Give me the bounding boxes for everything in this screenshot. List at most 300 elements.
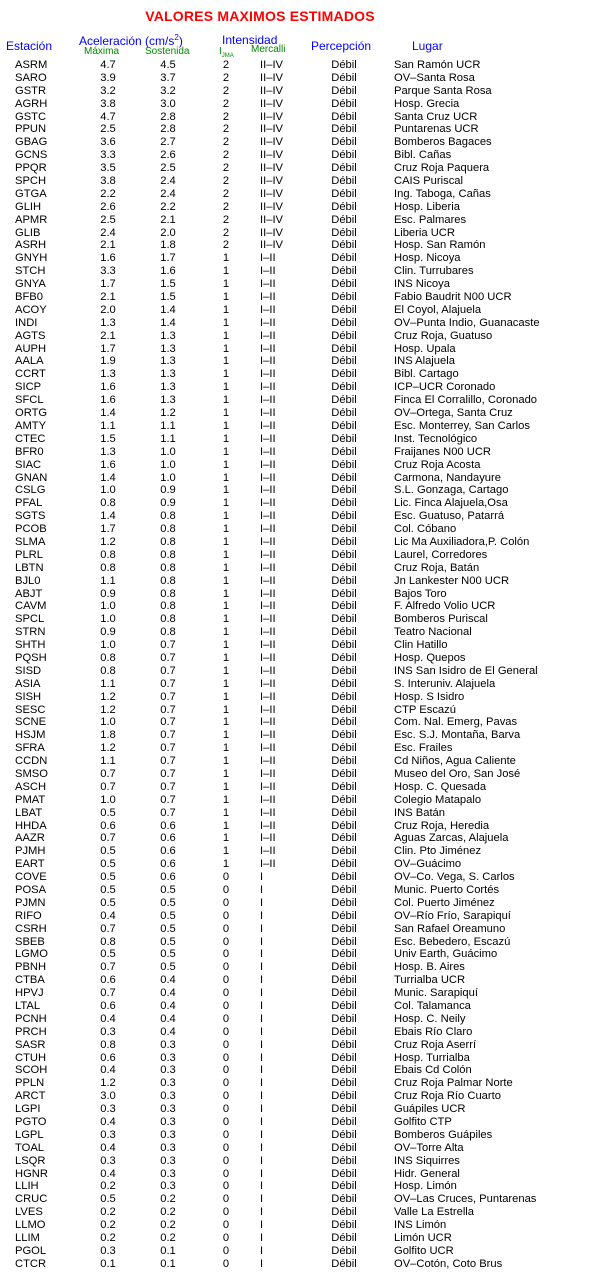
perception-cell: Débil xyxy=(331,471,357,484)
place-cell: Lic. Finca Alajuela,Osa xyxy=(394,497,508,510)
mercalli-cell: I–II xyxy=(260,690,276,703)
table-row xyxy=(0,936,590,949)
table-row xyxy=(0,214,590,227)
mercalli-cell: I–II xyxy=(260,793,276,806)
sustained-accel-cell: 1.2 xyxy=(160,407,176,420)
table-row xyxy=(0,691,590,704)
perception-cell: Débil xyxy=(331,136,357,149)
max-accel-cell: 1.2 xyxy=(100,690,116,703)
table-row xyxy=(0,1064,590,1077)
max-accel-cell: 1.6 xyxy=(100,458,116,471)
perception-cell: Débil xyxy=(331,97,357,110)
ijma-cell: 1 xyxy=(222,471,230,484)
mercalli-cell: I xyxy=(260,987,264,1000)
mercalli-cell: I–II xyxy=(260,445,276,458)
perception-cell: Débil xyxy=(331,329,357,342)
table-row xyxy=(0,807,590,820)
perception-cell: Débil xyxy=(331,381,357,394)
table-row xyxy=(0,1193,590,1206)
ijma-cell: 1 xyxy=(222,523,230,536)
table-row xyxy=(0,575,590,588)
perception-cell: Débil xyxy=(331,458,357,471)
perception-cell: Débil xyxy=(331,149,357,162)
mercalli-cell: II–IV xyxy=(260,213,284,226)
mercalli-cell: I–II xyxy=(260,432,276,445)
perception-cell: Débil xyxy=(331,226,357,239)
mercalli-cell: I xyxy=(260,896,264,909)
perception-cell: Débil xyxy=(331,200,357,213)
perception-cell: Débil xyxy=(331,71,357,84)
sustained-accel-cell: 0.7 xyxy=(160,716,176,729)
mercalli-cell: II–IV xyxy=(260,149,284,162)
sustained-accel-cell: 1.0 xyxy=(160,471,176,484)
subheader-maxima: Máxima xyxy=(84,46,120,57)
ijma-cell: 0 xyxy=(222,948,230,961)
max-accel-cell: 0.6 xyxy=(100,819,116,832)
sustained-accel-cell: 0.7 xyxy=(160,703,176,716)
max-accel-cell: 0.8 xyxy=(100,497,116,510)
max-accel-cell: 0.3 xyxy=(100,1025,116,1038)
table-row xyxy=(0,1026,590,1039)
ijma-cell: 1 xyxy=(222,767,230,780)
perception-cell: Débil xyxy=(331,1128,357,1141)
mercalli-cell: I–II xyxy=(260,651,276,664)
perception-cell: Débil xyxy=(331,1038,357,1051)
place-cell: INS San Isidro de El General xyxy=(394,664,538,677)
station-cell: LBTN xyxy=(15,561,44,574)
mercalli-cell: I–II xyxy=(260,639,276,652)
subheader-ijma-i: I xyxy=(219,46,222,57)
table-row xyxy=(0,794,590,807)
max-accel-cell: 0.5 xyxy=(100,948,116,961)
place-cell: F. Alfredo Volio UCR xyxy=(394,600,496,613)
max-accel-cell: 0.4 xyxy=(100,1064,116,1077)
place-cell: Teatro Nacional xyxy=(394,626,472,639)
station-cell: AAZR xyxy=(15,832,45,845)
place-cell: Col. Talamanca xyxy=(394,1000,471,1013)
max-accel-cell: 0.5 xyxy=(100,884,116,896)
table-row xyxy=(0,1052,590,1065)
station-cell: GLIB xyxy=(15,226,41,239)
sustained-accel-cell: 1.3 xyxy=(160,368,176,381)
ijma-cell: 1 xyxy=(222,729,230,742)
mercalli-cell: I xyxy=(260,974,264,987)
perception-cell: Débil xyxy=(331,1206,357,1219)
max-accel-cell: 1.7 xyxy=(100,523,116,536)
sustained-accel-cell: 0.4 xyxy=(160,1000,176,1013)
max-accel-cell: 3.0 xyxy=(100,1090,116,1103)
station-cell: GNYA xyxy=(15,278,46,291)
sustained-accel-cell: 0.5 xyxy=(160,909,176,922)
ijma-cell: 2 xyxy=(222,136,230,149)
mercalli-cell: I–II xyxy=(260,510,276,523)
station-cell: HGNR xyxy=(15,1167,48,1180)
mercalli-cell: I–II xyxy=(260,484,276,497)
ijma-cell: 1 xyxy=(222,252,230,265)
place-cell: El Coyol, Alajuela xyxy=(394,303,482,316)
perception-cell: Débil xyxy=(331,896,357,909)
max-accel-cell: 1.0 xyxy=(100,716,116,729)
perception-cell: Débil xyxy=(331,1193,357,1206)
mercalli-cell: I–II xyxy=(260,497,276,510)
max-accel-cell: 3.9 xyxy=(100,71,116,84)
sustained-accel-cell: 1.3 xyxy=(160,342,176,355)
table-row xyxy=(0,523,590,536)
table-row xyxy=(0,948,590,961)
perception-cell: Débil xyxy=(331,1167,357,1180)
station-cell: SCOH xyxy=(15,1064,48,1077)
sustained-accel-cell: 0.9 xyxy=(160,497,176,510)
mercalli-cell: I–II xyxy=(260,419,276,432)
mercalli-cell: I–II xyxy=(260,471,276,484)
station-cell: LSQR xyxy=(15,1154,46,1167)
station-cell: SIAC xyxy=(15,458,42,471)
sustained-accel-cell: 0.5 xyxy=(160,884,176,896)
place-cell: Golfito CTP xyxy=(394,1116,452,1129)
mercalli-cell: I–II xyxy=(260,626,276,639)
sustained-accel-cell: 1.7 xyxy=(160,252,176,265)
ijma-cell: 1 xyxy=(222,690,230,703)
place-cell: Hosp. Grecia xyxy=(394,97,460,110)
ijma-cell: 1 xyxy=(222,445,230,458)
max-accel-cell: 3.6 xyxy=(100,136,116,149)
subheader-mercalli: Mercalli xyxy=(251,44,286,55)
place-cell: Laurel, Corredores xyxy=(394,548,488,561)
sustained-accel-cell: 0.7 xyxy=(160,729,176,742)
sustained-accel-cell: 0.9 xyxy=(160,484,176,497)
sustained-accel-cell: 0.8 xyxy=(160,535,176,548)
perception-cell: Débil xyxy=(331,123,357,136)
mercalli-cell: I xyxy=(260,1141,264,1154)
station-cell: GSTR xyxy=(15,84,47,97)
ijma-cell: 2 xyxy=(222,123,230,136)
perception-cell: Débil xyxy=(331,832,357,845)
sustained-accel-cell: 1.5 xyxy=(160,278,176,291)
ijma-cell: 1 xyxy=(222,265,230,278)
ijma-cell: 1 xyxy=(222,329,230,342)
page-title: VALORES MAXIMOS ESTIMADOS xyxy=(145,8,375,24)
place-cell: Jn Lankester N00 UCR xyxy=(394,574,510,587)
table-row xyxy=(0,162,590,175)
station-cell: SCNE xyxy=(15,716,47,729)
sustained-accel-cell: 1.5 xyxy=(160,291,176,304)
place-cell: Cruz Roja, Guatuso xyxy=(394,329,493,342)
ijma-cell: 1 xyxy=(222,316,230,329)
station-cell: PRCH xyxy=(15,1025,47,1038)
perception-cell: Débil xyxy=(331,394,357,407)
table-row xyxy=(0,446,590,459)
perception-cell: Débil xyxy=(331,1116,357,1129)
perception-cell: Débil xyxy=(331,871,357,884)
perception-cell: Débil xyxy=(331,1232,357,1245)
max-accel-cell: 1.3 xyxy=(100,445,116,458)
table-row xyxy=(0,562,590,575)
station-cell: BJL0 xyxy=(15,574,41,587)
place-cell: Hosp. S Isidro xyxy=(394,690,465,703)
mercalli-cell: I xyxy=(260,1154,264,1167)
ijma-cell: 0 xyxy=(222,922,230,935)
max-accel-cell: 0.6 xyxy=(100,974,116,987)
table-row xyxy=(0,987,590,1000)
perception-cell: Débil xyxy=(331,613,357,626)
sustained-accel-cell: 0.6 xyxy=(160,845,176,858)
place-cell: Turrialba UCR xyxy=(394,974,466,987)
perception-cell: Débil xyxy=(331,432,357,445)
mercalli-cell: II–IV xyxy=(260,162,284,175)
perception-cell: Débil xyxy=(331,1257,357,1270)
station-cell: SASR xyxy=(15,1038,46,1051)
sustained-accel-cell: 0.8 xyxy=(160,574,176,587)
mercalli-cell: I xyxy=(260,884,264,896)
mercalli-cell: I–II xyxy=(260,755,276,768)
place-cell: Ebais Cd Colón xyxy=(394,1064,472,1077)
place-cell: OV–Punta Indio, Guanacaste xyxy=(394,316,540,329)
ijma-cell: 2 xyxy=(222,84,230,97)
mercalli-cell: I–II xyxy=(260,303,276,316)
station-cell: PGTO xyxy=(15,1116,47,1129)
place-cell: Esc. Guatuso, Patarrá xyxy=(394,510,505,523)
station-cell: SHTH xyxy=(15,639,46,652)
mercalli-cell: II–IV xyxy=(260,226,284,239)
perception-cell: Débil xyxy=(331,1103,357,1116)
table-row xyxy=(0,188,590,201)
place-cell: S.L. Gonzaga, Cartago xyxy=(394,484,509,497)
mercalli-cell: I–II xyxy=(260,291,276,304)
table-row xyxy=(0,1000,590,1013)
ijma-cell: 0 xyxy=(222,1180,230,1193)
mercalli-cell: I xyxy=(260,922,264,935)
place-cell: INS Limón xyxy=(394,1219,447,1232)
mercalli-cell: I xyxy=(260,1206,264,1219)
table-row xyxy=(0,1258,590,1271)
sustained-accel-cell: 2.8 xyxy=(160,110,176,123)
place-cell: Cruz Roja, Batán xyxy=(394,561,480,574)
place-cell: Cruz Roja Acosta xyxy=(394,458,481,471)
sustained-accel-cell: 0.8 xyxy=(160,613,176,626)
ijma-cell: 0 xyxy=(222,1244,230,1257)
sustained-accel-cell: 0.7 xyxy=(160,793,176,806)
sustained-accel-cell: 3.7 xyxy=(160,71,176,84)
perception-cell: Débil xyxy=(331,716,357,729)
mercalli-cell: I–II xyxy=(260,703,276,716)
max-accel-cell: 2.5 xyxy=(100,123,116,136)
ijma-cell: 2 xyxy=(222,226,230,239)
max-accel-cell: 0.5 xyxy=(100,845,116,858)
sustained-accel-cell: 0.4 xyxy=(160,987,176,1000)
place-cell: INS Siquirres xyxy=(394,1154,460,1167)
table-row xyxy=(0,368,590,381)
perception-cell: Débil xyxy=(331,1154,357,1167)
station-cell: COVE xyxy=(15,871,47,884)
place-cell: Aguas Zarcas, Alajuela xyxy=(394,832,509,845)
table-row xyxy=(0,755,590,768)
sustained-accel-cell: 0.3 xyxy=(160,1090,176,1103)
perception-cell: Débil xyxy=(331,316,357,329)
ijma-cell: 1 xyxy=(222,626,230,639)
perception-cell: Débil xyxy=(331,793,357,806)
station-cell: LLIH xyxy=(15,1180,39,1193)
sustained-accel-cell: 3.2 xyxy=(160,84,176,97)
max-accel-cell: 0.9 xyxy=(100,587,116,600)
station-cell: PLRL xyxy=(15,548,43,561)
ijma-cell: 1 xyxy=(222,806,230,819)
table-row xyxy=(0,704,590,717)
max-accel-cell: 0.6 xyxy=(100,1051,116,1064)
table-row xyxy=(0,330,590,343)
sustained-accel-cell: 0.3 xyxy=(160,1064,176,1077)
perception-cell: Débil xyxy=(331,419,357,432)
mercalli-cell: I–II xyxy=(260,845,276,858)
perception-cell: Débil xyxy=(331,948,357,961)
mercalli-cell: I xyxy=(260,961,264,974)
perception-cell: Débil xyxy=(331,922,357,935)
table-row xyxy=(0,549,590,562)
place-cell: Hosp. C. Neily xyxy=(394,1012,466,1025)
table-row xyxy=(0,201,590,214)
perception-cell: Débil xyxy=(331,819,357,832)
table-row xyxy=(0,897,590,910)
station-cell: BFB0 xyxy=(15,291,43,304)
place-cell: Hosp. Quepos xyxy=(394,651,466,664)
sustained-accel-cell: 0.1 xyxy=(160,1244,176,1257)
table-row xyxy=(0,845,590,858)
max-accel-cell: 0.7 xyxy=(100,767,116,780)
place-cell: Liberia UCR xyxy=(394,226,455,239)
place-cell: Hosp. Nicoya xyxy=(394,252,461,265)
station-cell: PBNH xyxy=(15,961,47,974)
station-cell: SFRA xyxy=(15,742,45,755)
station-cell: PPUN xyxy=(15,123,47,136)
sustained-accel-cell: 1.6 xyxy=(160,265,176,278)
sustained-accel-cell: 2.4 xyxy=(160,175,176,188)
table-row xyxy=(0,588,590,601)
table-row xyxy=(0,626,590,639)
station-cell: ARCT xyxy=(15,1090,46,1103)
ijma-cell: 0 xyxy=(222,1051,230,1064)
max-accel-cell: 0.1 xyxy=(100,1257,116,1270)
table-row xyxy=(0,600,590,613)
max-accel-cell: 0.7 xyxy=(100,987,116,1000)
sustained-accel-cell: 0.2 xyxy=(160,1232,176,1245)
max-accel-cell: 0.7 xyxy=(100,961,116,974)
ijma-cell: 1 xyxy=(222,407,230,420)
station-cell: SESC xyxy=(15,703,46,716)
station-cell: LVES xyxy=(15,1206,43,1219)
place-cell: San Rafael Oreamuno xyxy=(394,922,506,935)
place-cell: Bomberos Guápiles xyxy=(394,1128,493,1141)
perception-cell: Débil xyxy=(331,561,357,574)
ijma-cell: 0 xyxy=(222,1116,230,1129)
perception-cell: Débil xyxy=(331,355,357,368)
place-cell: Guápiles UCR xyxy=(394,1103,466,1116)
station-cell: SGTS xyxy=(15,510,46,523)
station-cell: PJMH xyxy=(15,845,46,858)
subheader-sostenida: Sostenida xyxy=(145,46,190,57)
max-accel-cell: 0.8 xyxy=(100,651,116,664)
perception-cell: Débil xyxy=(331,548,357,561)
sustained-accel-cell: 0.4 xyxy=(160,1025,176,1038)
perception-cell: Débil xyxy=(331,510,357,523)
sustained-accel-cell: 0.7 xyxy=(160,806,176,819)
max-accel-cell: 1.0 xyxy=(100,484,116,497)
ijma-cell: 0 xyxy=(222,871,230,884)
perception-cell: Débil xyxy=(331,497,357,510)
mercalli-cell: I–II xyxy=(260,535,276,548)
ijma-cell: 0 xyxy=(222,1077,230,1090)
max-accel-cell: 0.5 xyxy=(100,871,116,884)
ijma-cell: 2 xyxy=(222,200,230,213)
ijma-cell: 2 xyxy=(222,97,230,110)
place-cell: Colegio Matapalo xyxy=(394,793,482,806)
ijma-cell: 0 xyxy=(222,1257,230,1270)
max-accel-cell: 4.7 xyxy=(100,59,116,71)
max-accel-cell: 0.2 xyxy=(100,1206,116,1219)
ijma-cell: 0 xyxy=(222,1232,230,1245)
sustained-accel-cell: 0.7 xyxy=(160,742,176,755)
mercalli-cell: II–IV xyxy=(260,187,284,200)
mercalli-cell: I xyxy=(260,1051,264,1064)
header-lugar: Lugar xyxy=(412,39,443,53)
max-accel-cell: 1.1 xyxy=(100,574,116,587)
table-row xyxy=(0,291,590,304)
sustained-accel-cell: 0.3 xyxy=(160,1128,176,1141)
perception-cell: Débil xyxy=(331,987,357,1000)
place-cell: Bibl. Cartago xyxy=(394,368,459,381)
table-row xyxy=(0,974,590,987)
table-row xyxy=(0,1013,590,1026)
max-accel-cell: 0.3 xyxy=(100,1128,116,1141)
table-row xyxy=(0,265,590,278)
place-cell: Carmona, Nandayure xyxy=(394,471,501,484)
mercalli-cell: I–II xyxy=(260,819,276,832)
sustained-accel-cell: 1.3 xyxy=(160,394,176,407)
station-cell: AGTS xyxy=(15,329,46,342)
perception-cell: Débil xyxy=(331,1244,357,1257)
perception-cell: Débil xyxy=(331,1051,357,1064)
station-cell: CTUH xyxy=(15,1051,47,1064)
perception-cell: Débil xyxy=(331,1000,357,1013)
table-row xyxy=(0,1219,590,1232)
station-cell: AGRH xyxy=(15,97,48,110)
place-cell: Clin. Pto Jiménez xyxy=(394,845,482,858)
sustained-accel-cell: 1.1 xyxy=(160,432,176,445)
perception-cell: Débil xyxy=(331,265,357,278)
ijma-cell: 0 xyxy=(222,987,230,1000)
station-cell: CSLG xyxy=(15,484,46,497)
station-cell: CTCR xyxy=(15,1257,47,1270)
place-cell: CTP Escazú xyxy=(394,703,456,716)
table-row xyxy=(0,510,590,523)
max-accel-cell: 1.8 xyxy=(100,729,116,742)
mercalli-cell: I xyxy=(260,1090,264,1103)
sustained-accel-cell: 0.7 xyxy=(160,639,176,652)
sustained-accel-cell: 0.3 xyxy=(160,1180,176,1193)
perception-cell: Débil xyxy=(331,677,357,690)
mercalli-cell: II–IV xyxy=(260,175,284,188)
max-accel-cell: 0.8 xyxy=(100,561,116,574)
table-row xyxy=(0,175,590,188)
ijma-cell: 2 xyxy=(222,239,230,252)
max-accel-cell: 1.0 xyxy=(100,613,116,626)
ijma-cell: 1 xyxy=(222,703,230,716)
mercalli-cell: I xyxy=(260,935,264,948)
mercalli-cell: I xyxy=(260,1257,264,1270)
max-accel-cell: 0.7 xyxy=(100,922,116,935)
station-cell: PCOB xyxy=(15,523,47,536)
sustained-accel-cell: 1.0 xyxy=(160,445,176,458)
station-cell: AMTY xyxy=(15,419,47,432)
station-cell: GBAG xyxy=(15,136,48,149)
